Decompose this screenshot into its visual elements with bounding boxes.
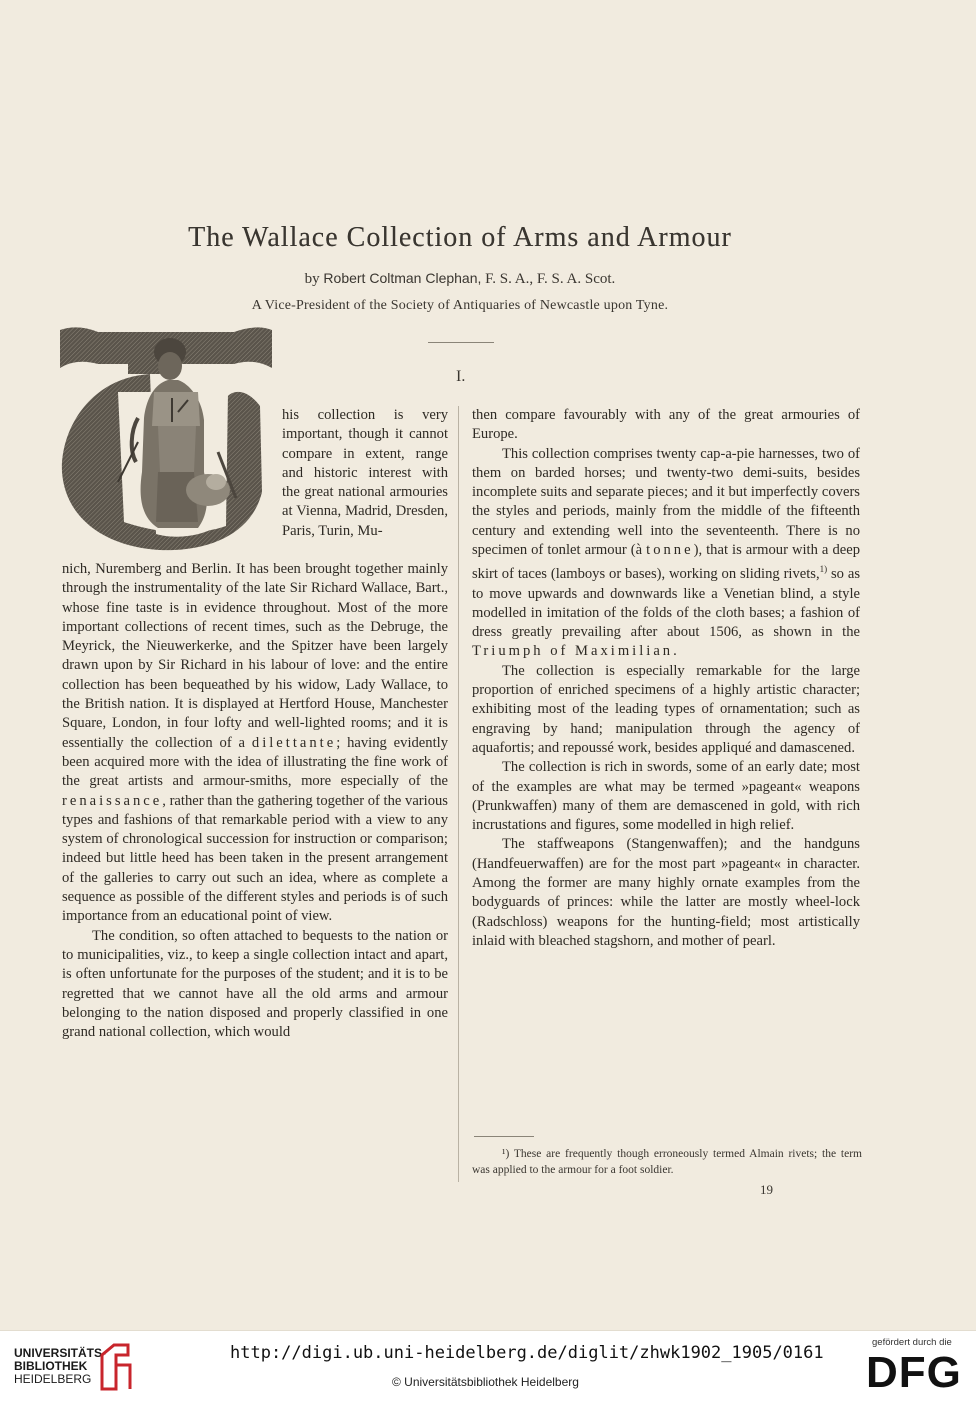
column-divider bbox=[458, 406, 459, 1182]
paragraph: The condition, so often attached to bequests to the nation or to municipalities, viz., to keep a single collection intact and apart, is often unfortunate for the purposes of the student; and it is to be regretted that we cannot have all the old arms and armour belonging to the nation disposed and properly classified in one grand national collection, which would bbox=[62, 927, 448, 1041]
paragraph-opening: his collection is very important, though it cannot compare in extent, range and historic interest with the great national armouries at Vienna, Madrid, Dresden, Paris, Turin, Mu- bbox=[282, 407, 448, 539]
author-name: Robert Coltman Clephan, bbox=[323, 270, 482, 286]
text-run: ), that is armour with a deep skirt of taces (lamboys or bases), working on sliding rivets, bbox=[472, 542, 860, 583]
footnote-divider bbox=[474, 1136, 534, 1137]
library-name bbox=[14, 1347, 106, 1386]
paragraph: The collection is especially remarkable for the large proportion of enriched specimens of a highly artistic character; exhibiting most of the leading types of ornamentation; such as engraving by hand; manipulation through the agency of aquafortis; and repoussé work, besides appliqué and damascened. bbox=[472, 662, 860, 756]
library-line: HEIDELBERG bbox=[14, 1372, 92, 1386]
permalink-url[interactable]: http://digi.ub.uni-heidelberg.de/diglit/zhwk1902_1905/0161 bbox=[230, 1343, 824, 1363]
footnote: ¹) These are frequently though erroneously termed Almain rivets; the term was applied to the armour for a foot soldier. bbox=[472, 1148, 862, 1176]
emphasis-spaced: dilettante bbox=[251, 734, 337, 751]
paragraph: The staffweapons (Stangenwaffen); and the handguns (Handfeuerwaffen) are for the most part »pageant« in character. Among the former are many highly ornate examples from the bodyguards of princes: while the latter are mostly wheel-lock (Radschloss) weapons for the hunting-field; most artistically inlaid with bleached stagshorn, and mother of pearl. bbox=[472, 836, 860, 949]
author-affiliation: A Vice-President of the Society of Antiquaries of Newcastle upon Tyne. bbox=[251, 298, 669, 313]
column-left bbox=[62, 560, 448, 1042]
section-number: I. bbox=[456, 368, 466, 385]
emphasis-spaced: Triumph of Maximilian bbox=[472, 643, 674, 660]
column-left-beside-initial bbox=[282, 406, 448, 541]
library-line: BIBLIOTHEK bbox=[14, 1359, 88, 1373]
copyright-notice: © Universitätsbibliothek Heidelberg bbox=[392, 1375, 579, 1389]
page-number: 19 bbox=[760, 1182, 773, 1197]
paragraph bbox=[472, 445, 860, 662]
drop-cap-illustration bbox=[58, 322, 276, 554]
viewer-footer bbox=[0, 1330, 976, 1401]
text-run: . bbox=[673, 643, 677, 660]
emphasis-spaced: tonne bbox=[646, 542, 694, 559]
text-run: , rather than the gathering together of the various types and fashions of that remarkable period with a view to any system of chronological succession for instruction or comparison; indeed but little heed has been taken in the present arrangement of the galleries to carry out such an idea, where as complete a sequence as possible of the different styles and periods is of such importance from an educational point of view. bbox=[62, 792, 448, 925]
article-title: The Wallace Collection of Arms and Armour bbox=[188, 222, 732, 253]
footnote-ref: 1) bbox=[819, 564, 828, 575]
paragraph: The collection is rich in swords, some of an early date; most of the examples are what may be termed »pageant« weapons (Prunkwaffen) many of them are demascened in gold, with rich incrustations and figures, some modelled in high relief. bbox=[472, 759, 860, 834]
author-credentials: F. S. A., F. S. A. Scot. bbox=[485, 271, 616, 287]
text-run: This collection comprises twenty cap-a-pie harnesses, two of them on barded horses; und twenty-two demi-suits, besides incomplete suits and separate pieces; and it but imperfectly covers the styles and periods, mainly from the middle of the fifteenth century and extending well into the seventeenth. There is no specimen of tonlet armour (à bbox=[472, 445, 860, 559]
emphasis-spaced: renaissance bbox=[62, 792, 163, 809]
byline-prefix: by bbox=[304, 271, 320, 287]
dfg-logo: DFG bbox=[866, 1348, 962, 1397]
title-divider bbox=[428, 342, 494, 343]
paragraph bbox=[62, 560, 448, 927]
text-run: so as to move upwards and downwards like a Venetian blind, a style modelled in imitation of the folds of the cloth bases; a fashion of dress greatly prevailing after about 1506, as shown in the bbox=[472, 566, 860, 641]
column-right bbox=[472, 406, 860, 951]
funding-note: gefördert durch die bbox=[872, 1337, 952, 1348]
library-line: UNIVERSITÄTS- bbox=[14, 1346, 107, 1360]
library-logo-icon bbox=[98, 1341, 134, 1393]
text-run: nich, Nuremberg and Berlin. It has been brought together mainly through the instrumentality of the late Sir Richard Wallace, Bart., whose fine taste is in evidence throughout. Most of the more important collections of recent times, such as the Debruge, the Meyrick, the Nieuwerkerke, and the Spitzer have been largely drawn upon by Sir Richard in his labour of love: and the entire collection has been bequeathed by his widow, Lady Wallace, to the British nation. It is displayed at Hertford House, Manchester Square, London, in four lofty and well-lighted rooms; and it is essentially the collection of a bbox=[62, 561, 448, 751]
text-run: ; having evidently been acquired more with the idea of illustrating the fine work of the great artists and armour-smiths, more especially of the bbox=[62, 734, 448, 790]
paragraph: then compare favourably with any of the great armouries of Europe. bbox=[472, 407, 860, 443]
byline bbox=[0, 270, 920, 288]
